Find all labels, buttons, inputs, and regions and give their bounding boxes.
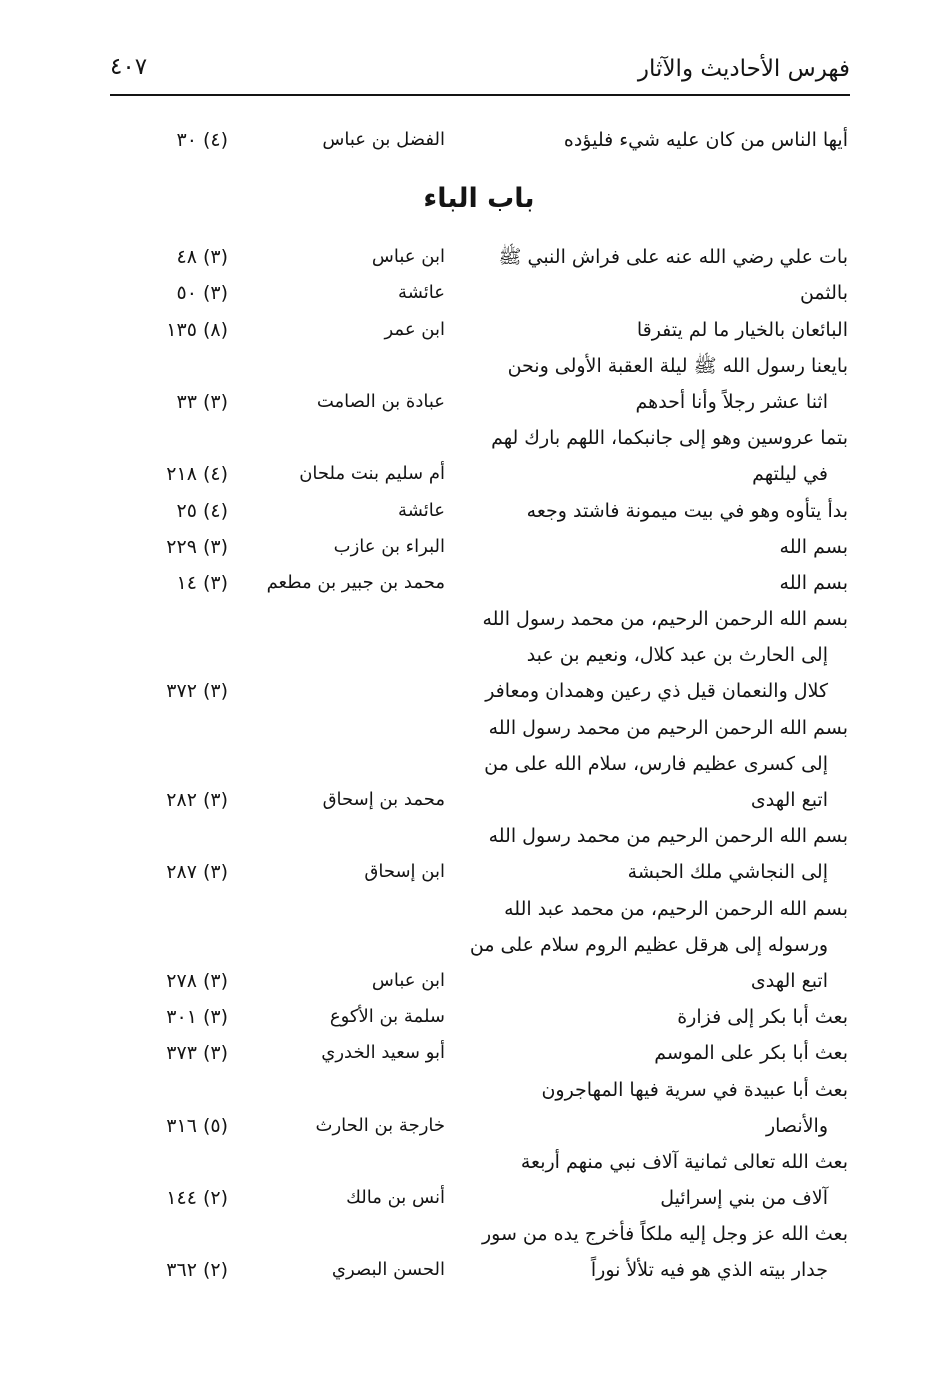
entry-line [110, 710, 848, 746]
narrator-name: عائشة [398, 499, 445, 521]
hadith-text: اتبع الهدى [750, 789, 828, 811]
narrator-name: ابن عمر [384, 318, 445, 340]
volume-page-reference: (٣) ٣٧٢ [166, 680, 228, 703]
entry-line [110, 122, 848, 158]
volume-page-reference: (٣) ٣٧٣ [166, 1042, 228, 1065]
index-entry [110, 348, 848, 420]
volume-page-reference: (٤) ٢٥ [176, 499, 228, 522]
entry-line [110, 1072, 848, 1108]
volume-page-reference: (٣) ٢٨٧ [166, 861, 228, 884]
index-entry [110, 565, 848, 601]
index-entry [110, 1072, 848, 1144]
hadith-text: كلال والنعمان قيل ذي رعين وهمدان ومعافر [485, 680, 828, 703]
index-entry [110, 122, 848, 158]
entry-line [110, 1144, 848, 1180]
entry-line [110, 420, 848, 456]
entry-line [110, 963, 848, 999]
volume-page-reference: (٣) ٤٨ [176, 246, 228, 269]
narrator-name: ابن عباس [371, 246, 445, 268]
narrator-name: سلمة بن الأكوع [329, 1006, 445, 1028]
section-entries [110, 239, 848, 1288]
hadith-text: والأنصار [765, 1114, 828, 1137]
index-entry [110, 1035, 848, 1071]
entry-line [110, 348, 848, 384]
index-entry [110, 1216, 848, 1288]
hadith-text: إلى الحارث بن عبد كلال، ونعيم بن عبد [526, 644, 828, 667]
hadith-text: إلى كسرى عظيم فارس، سلام الله على من [484, 752, 828, 775]
entry-line [110, 1180, 848, 1216]
entry-line [110, 927, 848, 963]
index-entry [110, 312, 848, 348]
hadith-text: بعث الله عز وجل إليه ملكاً فأخرج يده من سور [481, 1223, 848, 1246]
page-number: ٤٠٧ [110, 54, 148, 80]
header-rule [110, 94, 850, 96]
index-entry [110, 891, 848, 1000]
narrator-name: خارجة بن الحارث [315, 1114, 445, 1136]
hadith-text: جدار بيته الذي هو فيه تلألأ نوراً [590, 1259, 828, 1282]
entry-line [110, 818, 848, 854]
volume-page-reference: (٣) ٣٠١ [166, 1006, 228, 1029]
hadith-text: بايعنا رسول الله ﷺ ليلة العقبة الأولى ونحن [507, 354, 848, 377]
hadith-text: بات علي رضي الله عنه على فراش النبي ﷺ [498, 246, 848, 269]
entry-line [110, 999, 848, 1035]
hadith-text: بسم الله [779, 571, 848, 594]
hadith-text: إلى النجاشي ملك الحبشة [627, 861, 828, 884]
volume-page-reference: (٣) ٢٨٢ [166, 789, 228, 811]
narrator-name: محمد بن إسحاق [322, 789, 445, 810]
entry-line [110, 1108, 848, 1144]
hadith-text: بسم الله الرحمن الرحيم، من محمد عبد الله [504, 897, 848, 920]
entry-line [110, 782, 848, 818]
volume-page-reference: (٥) ٣١٦ [166, 1114, 228, 1137]
volume-page-reference: (٤) ٣٠ [176, 129, 228, 151]
index-entry [110, 601, 848, 710]
entry-line [110, 1252, 848, 1288]
hadith-text: أيها الناس من كان عليه شيء فليؤده [563, 129, 848, 151]
volume-page-reference: (٣) ٢٢٩ [166, 535, 228, 558]
entry-line [110, 456, 848, 492]
entry-line [110, 637, 848, 673]
narrator-name: ابن عباس [371, 969, 445, 991]
volume-page-reference: (٢) ٣٦٢ [166, 1259, 228, 1282]
hadith-text: اتبع الهدى [750, 969, 828, 992]
entry-line [110, 891, 848, 927]
hadith-text: في ليلتهم [752, 463, 828, 486]
hadith-text: اثنا عشر رجلاً وأنا أحدهم [635, 390, 828, 413]
index-entry [110, 239, 848, 275]
hadith-text: بعث الله تعالى ثمانية آلاف نبي منهم أربعة [520, 1150, 848, 1173]
volume-page-reference: (٣) ١٤ [176, 571, 228, 594]
volume-page-reference: (٣) ٣٣ [176, 390, 228, 413]
volume-page-reference: (٢) ١٤٤ [166, 1187, 228, 1210]
hadith-text: بسم الله الرحمن الرحيم من محمد رسول الله [488, 716, 848, 739]
hadith-text: بتما عروسين وهو إلى جانبكما، اللهم بارك لهم [491, 427, 848, 450]
narrator-name: الفضل بن عباس [322, 129, 445, 150]
entry-line [110, 565, 848, 601]
hadith-index [110, 122, 848, 1289]
hadith-text: بعث أبا بكر على الموسم [654, 1042, 848, 1065]
narrator-name: محمد بن جبير بن مطعم [266, 571, 445, 593]
entry-line [110, 384, 848, 420]
hadith-text: بالثمن [799, 282, 848, 305]
narrator-name: أبو سعيد الخدري [321, 1042, 445, 1064]
index-entry [110, 999, 848, 1035]
entry-line [110, 746, 848, 782]
entry-line [110, 312, 848, 348]
volume-page-reference: (٣) ٥٠ [176, 282, 228, 305]
hadith-text: البائعان بالخيار ما لم يتفرقا [636, 318, 848, 341]
index-entry [110, 1144, 848, 1216]
index-entry [110, 818, 848, 890]
entry-line [110, 275, 848, 311]
volume-page-reference: (٣) ٢٧٨ [166, 969, 228, 992]
entry-line [110, 854, 848, 890]
entry-line [110, 673, 848, 709]
narrator-name: عائشة [398, 282, 445, 304]
hadith-text: بعث أبا عبيدة في سرية فيها المهاجرون [541, 1078, 848, 1101]
hadith-text: ورسوله إلى هرقل عظيم الروم سلام على من [469, 933, 828, 956]
volume-page-reference: (٤) ٢١٨ [166, 463, 228, 486]
section-heading: باب الباء [423, 183, 535, 215]
index-entry [110, 420, 848, 492]
entry-line [110, 239, 848, 275]
volume-page-reference: (٨) ١٣٥ [166, 318, 228, 341]
index-entry [110, 710, 848, 819]
index-entry [110, 529, 848, 565]
narrator-name: أنس بن مالك [346, 1187, 445, 1209]
running-title: فهرس الأحاديث والآثار [637, 56, 850, 82]
hadith-text: بعث أبا بكر إلى فزارة [677, 1006, 848, 1029]
narrator-name: البراء بن عازب [333, 535, 445, 557]
hadith-text: بسم الله [779, 535, 848, 558]
hadith-text: بسم الله الرحمن الرحيم من محمد رسول الله [488, 825, 848, 848]
narrator-name: الحسن البصري [331, 1259, 445, 1281]
hadith-text: بدأ يتأوه وهو في بيت ميمونة فاشتد وجعه [526, 499, 848, 522]
continued-entries [110, 122, 848, 158]
entry-line [110, 529, 848, 565]
entry-line [110, 1035, 848, 1071]
entry-line [110, 493, 848, 529]
hadith-text: بسم الله الرحمن الرحيم، من محمد رسول الله [482, 608, 848, 631]
entry-line [110, 601, 848, 637]
index-entry [110, 493, 848, 529]
index-entry [110, 275, 848, 311]
hadith-text: آلاف من بني إسرائيل [660, 1187, 828, 1210]
narrator-name: أم سليم بنت ملحان [299, 463, 445, 485]
narrator-name: ابن إسحاق [364, 861, 445, 883]
entry-line [110, 1216, 848, 1252]
narrator-name: عبادة بن الصامت [316, 390, 445, 412]
